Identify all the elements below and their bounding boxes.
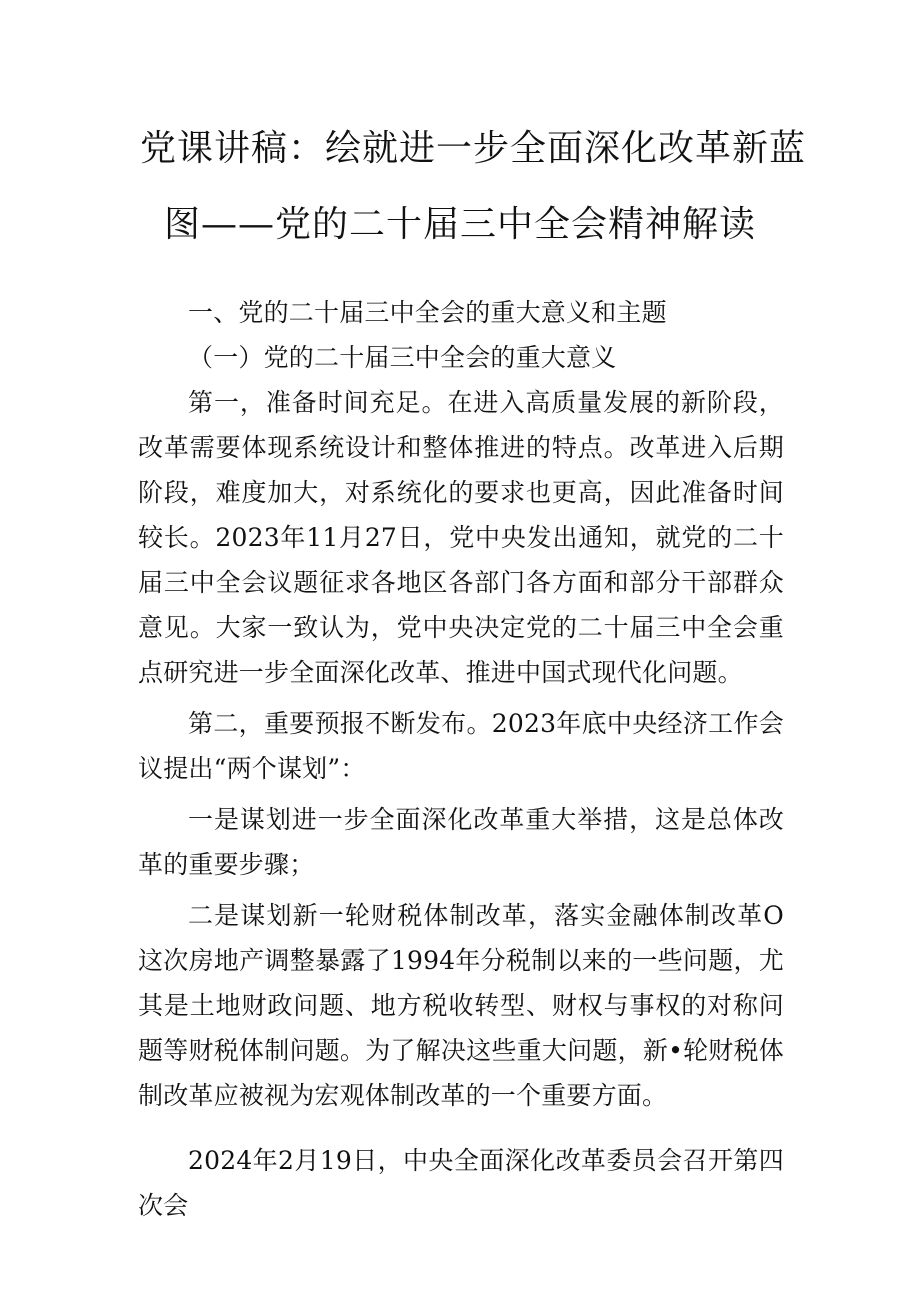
document-title-line-2: 图——党的二十届三中全会精神解读 [163, 204, 756, 245]
document-title-line-1: 党课讲稿：绘就进一步全面深化改革新蓝 [140, 128, 807, 169]
paragraph: 一是谋划进一步全面深化改革重大举措，这是总体改革的重要步骤； [138, 805, 784, 879]
document-body [138, 290, 784, 1228]
paragraph: 二是谋划新一轮财税体制改革，落实金融体制改革O这次房地产调整暴露了1994年分税制以来的一些问题，尤其是土地财政问题、地方税收转型、财权与事权的对称问题等财税体制问题。为了解决这些重大问题，新•轮财税体制改革应被视为宏观体制改革的一个重要方面。 [138, 901, 784, 1110]
paragraph: 2024年2月19日，中央全面深化改革委员会召开第四次会 [138, 1146, 784, 1220]
subsection-heading: （一）党的二十届三中全会的重大意义 [188, 343, 617, 372]
paragraph: 第一，准备时间充足。在进入高质量发展的新阶段，改革需要体现系统设计和整体推进的特点。改革进入后期阶段，难度加大，对系统化的要求也更高，因此准备时间较长。2023年11月27日，党中央发出通知，就党的二十届三中全会议题征求各地区各部门各方面和部分干部群众意见。大家一致认为，党中央决定党的二十届三中全会重点研究进一步全面深化改革、推进中国式现代化问题。 [138, 388, 784, 687]
paragraph: 第二，重要预报不断发布。2023年底中央经济工作会议提出“两个谋划”： [138, 709, 784, 783]
section-heading: 一、党的二十届三中全会的重大意义和主题 [188, 298, 667, 327]
